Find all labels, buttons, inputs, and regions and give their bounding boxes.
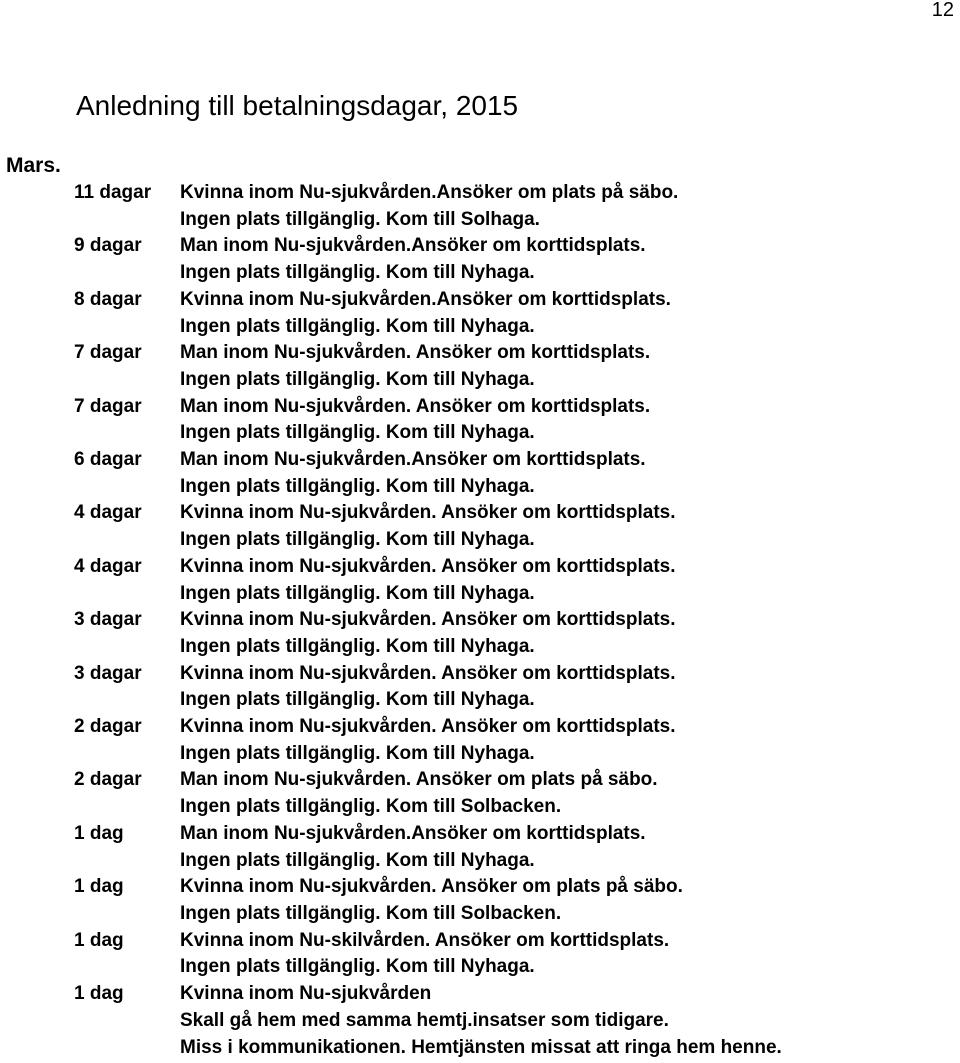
entry-days: 6 dagar (74, 449, 142, 471)
entry-line: Man inom Nu-sjukvården.Ansöker om korttidsplats. (180, 235, 646, 257)
entry-description (180, 233, 944, 286)
list-item (74, 394, 944, 447)
list-item (74, 447, 944, 500)
entry-days: 1 dag (74, 983, 124, 1005)
entry-description (180, 928, 944, 981)
entry-line: Kvinna inom Nu-sjukvården. Ansöker om plats på säbo. (180, 876, 683, 898)
entry-line: Ingen plats tillgänglig. Kom till Nyhaga. (180, 582, 535, 604)
entry-line: Ingen plats tillgänglig. Kom till Nyhaga. (180, 849, 535, 871)
entry-days: 8 dagar (74, 288, 142, 310)
list-item (74, 287, 944, 340)
entry-description (180, 661, 944, 714)
entry-line: Kvinna inom Nu-sjukvården. Ansöker om korttidsplats. (180, 555, 676, 577)
entry-line: Ingen plats tillgänglig. Kom till Nyhaga. (180, 368, 535, 390)
entry-line: Kvinna inom Nu-sjukvården.Ansöker om plats på säbo. (180, 182, 679, 203)
entry-line: Ingen plats tillgänglig. Kom till Nyhaga. (180, 315, 535, 337)
entry-line: Ingen plats tillgänglig. Kom till Solhaga. (180, 208, 540, 230)
entry-line: Ingen plats tillgänglig. Kom till Nyhaga. (180, 689, 535, 711)
entry-line: Kvinna inom Nu-sjukvården. Ansöker om korttidsplats. (180, 502, 676, 524)
entry-days: 9 dagar (74, 235, 142, 257)
entry-description (180, 981, 944, 1061)
entry-days: 4 dagar (74, 502, 142, 524)
entry-description (180, 874, 944, 927)
month-heading: Mars. (6, 154, 61, 177)
page-number: 12 (931, 0, 954, 21)
entry-line: Ingen plats tillgänglig. Kom till Nyhaga. (180, 956, 535, 978)
list-item (74, 714, 944, 767)
entry-days: 7 dagar (74, 342, 142, 364)
list-item (74, 500, 944, 553)
entry-line: Man inom Nu-sjukvården.Ansöker om korttidsplats. (180, 449, 646, 471)
page-title: Anledning till betalningsdagar, 2015 (76, 90, 519, 121)
entry-days: 11 dagar (74, 182, 152, 203)
entry-line: Man inom Nu-sjukvården. Ansöker om korttidsplats. (180, 395, 651, 417)
entry-line: Ingen plats tillgänglig. Kom till Solbacken. (180, 902, 562, 924)
entry-days: 2 dagar (74, 769, 142, 791)
entry-description (180, 287, 944, 340)
entry-days: 3 dagar (74, 609, 142, 631)
entry-line: Kvinna inom Nu-sjukvården.Ansöker om korttidsplats. (180, 288, 671, 310)
entry-description (180, 714, 944, 767)
list-item (74, 233, 944, 286)
entry-list (74, 180, 944, 1061)
list-item (74, 928, 944, 981)
entry-days: 1 dag (74, 822, 124, 844)
entry-line: Ingen plats tillgänglig. Kom till Solbacken. (180, 796, 562, 818)
entry-description (180, 340, 944, 393)
list-item (74, 767, 944, 820)
entry-line: Skall gå hem med samma hemtj.insatser som tidigare. (180, 1009, 669, 1031)
entry-days: 7 dagar (74, 395, 142, 417)
entry-line: Ingen plats tillgänglig. Kom till Nyhaga. (180, 635, 535, 657)
entry-line: Ingen plats tillgänglig. Kom till Nyhaga. (180, 262, 535, 284)
list-item (74, 554, 944, 607)
entry-line: Kvinna inom Nu-sjukvården. Ansöker om korttidsplats. (180, 609, 676, 631)
entry-days: 1 dag (74, 929, 124, 951)
list-item (74, 340, 944, 393)
entry-description (180, 447, 944, 500)
entry-days: 2 dagar (74, 716, 142, 738)
entry-line: Miss i kommunikationen. Hemtjänsten missat att ringa hem henne. (180, 1036, 782, 1058)
list-item (74, 661, 944, 714)
entry-line: Ingen plats tillgänglig. Kom till Nyhaga. (180, 422, 535, 444)
entry-line: Kvinna inom Nu-sjukvården. Ansöker om korttidsplats. (180, 662, 676, 684)
entry-description (180, 500, 944, 553)
entry-description (180, 821, 944, 874)
entry-line: Man inom Nu-sjukvården.Ansöker om korttidsplats. (180, 822, 646, 844)
entry-days: 4 dagar (74, 555, 142, 577)
entry-description (180, 180, 944, 233)
entry-line: Man inom Nu-sjukvården. Ansöker om korttidsplats. (180, 342, 651, 364)
entry-line: Kvinna inom Nu-sjukvården (180, 983, 432, 1005)
list-item (74, 874, 944, 927)
entry-description (180, 607, 944, 660)
entry-line: Ingen plats tillgänglig. Kom till Nyhaga. (180, 475, 535, 497)
entry-description (180, 554, 944, 607)
entry-line: Ingen plats tillgänglig. Kom till Nyhaga. (180, 742, 535, 764)
list-item (74, 607, 944, 660)
entry-line: Kvinna inom Nu-skilvården. Ansöker om korttidsplats. (180, 929, 670, 951)
entry-description (180, 767, 944, 820)
entry-days: 1 dag (74, 876, 124, 898)
list-item (74, 981, 944, 1061)
entry-days: 3 dagar (74, 662, 142, 684)
list-item (74, 180, 944, 233)
entry-line: Kvinna inom Nu-sjukvården. Ansöker om korttidsplats. (180, 716, 676, 738)
entry-line: Ingen plats tillgänglig. Kom till Nyhaga. (180, 529, 535, 551)
entry-description (180, 394, 944, 447)
list-item (74, 821, 944, 874)
entry-line: Man inom Nu-sjukvården. Ansöker om plats på säbo. (180, 769, 658, 791)
